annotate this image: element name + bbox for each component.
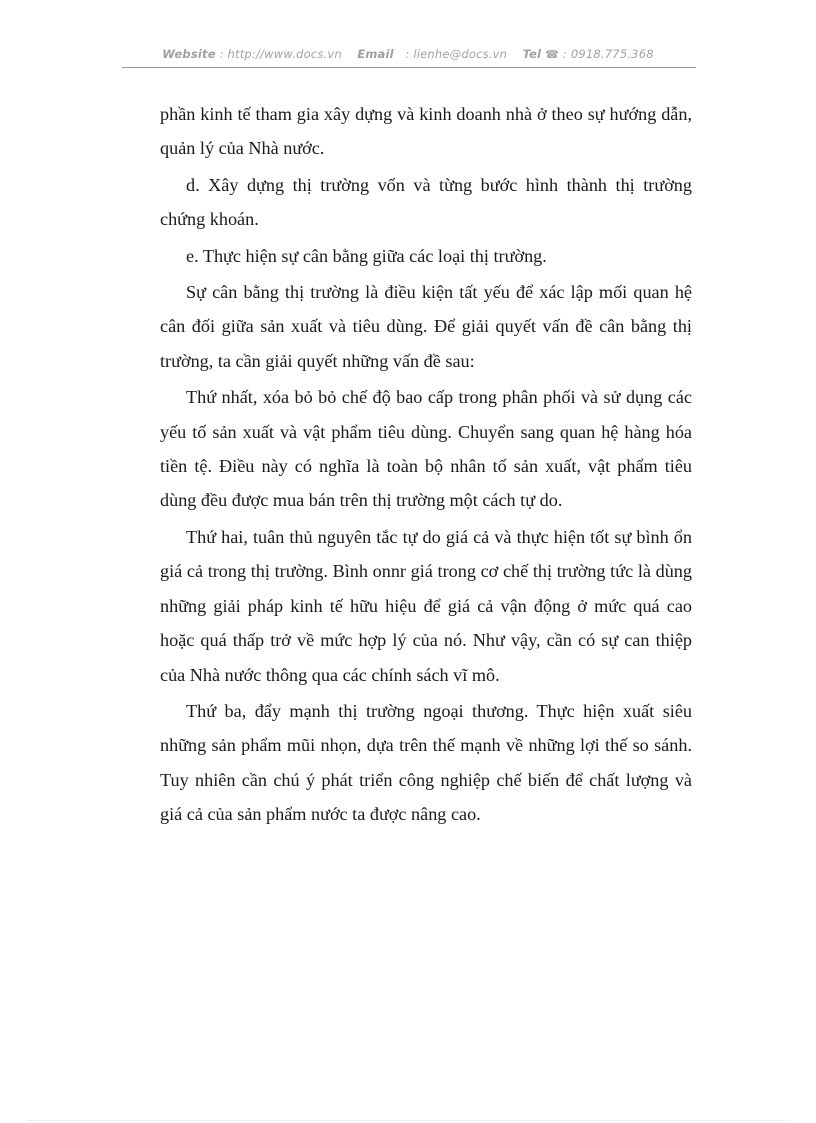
paragraph-first-point: Thứ nhất, xóa bỏ bỏ chế độ bao cấp trong phân phối và sử dụng các yếu tố sản xuất và vật phẩm tiêu dùng. Chuyển sang quan hệ hàng hóa tiền tệ. Điều này có nghĩa là toàn bộ nhân tố sản xuất, vật phẩm tiêu dùng đều được mua bán trên thị trường một cách tự do.	[160, 387, 692, 511]
paragraph-third-point: Thứ ba, đẩy mạnh thị trường ngoại thương. Thực hiện xuất siêu những sản phẩm mũi nhọn, dựa trên thế mạnh về những lợi thế so sánh. Tuy nhiên cần chú ý phát triển công nghiệp chế biến để chất lượng và giá cả của sản phẩm nước ta được nâng cao.	[160, 700, 692, 825]
paragraph-market-balance: Sự cân bằng thị trường là điều kiện tất yếu để xác lập mối quan hệ cân đối giữa sản xuất và tiêu dùng. Để giải quyết vấn đề cân bằng thị trường, ta cần giải quyết những vấn đề sau:	[160, 282, 692, 371]
page-header: Website : http://www.docs.vn Email : lienhe@docs.vn Tel ☎ : 0918.775.368	[162, 47, 654, 61]
email-label: Email	[357, 47, 394, 61]
paragraph-continuation: phần kinh tế tham gia xây dựng và kinh doanh nhà ở theo sự hướng dẫn, quản lý của Nhà nước.	[160, 104, 692, 159]
phone-icon: ☎	[545, 48, 560, 61]
tel-number: 0918.775.368	[570, 47, 654, 61]
website-label: Website	[162, 47, 216, 61]
tel-label: Tel	[522, 47, 542, 61]
paragraph-item-e: e. Thực hiện sự cân bằng giữa các loại thị trường.	[186, 245, 547, 266]
paragraph-second-point: Thứ hai, tuân thủ nguyên tắc tự do giá cả và thực hiện tốt sự bình ổn giá cả trong thị trường. Bình onnr giá trong cơ chế thị trường tức là dùng những giải pháp kinh tế hữu hiệu để giá cả vận động ở mức quá cao hoặc quá thấp trở về mức hợp lý của nó. Như vậy, cần có sự can thiệp của Nhà nước thông qua các chính sách vĩ mô.	[160, 526, 692, 685]
header-divider	[122, 67, 696, 68]
footer-dotted-line	[28, 1120, 788, 1121]
document-body	[160, 97, 692, 832]
email-link[interactable]: lienhe@docs.vn	[413, 47, 508, 61]
paragraph-item-d: d. Xây dựng thị trường vốn và từng bước hình thành thị trường chứng khoán.	[160, 174, 692, 230]
website-link[interactable]: http://www.docs.vn	[227, 47, 342, 61]
